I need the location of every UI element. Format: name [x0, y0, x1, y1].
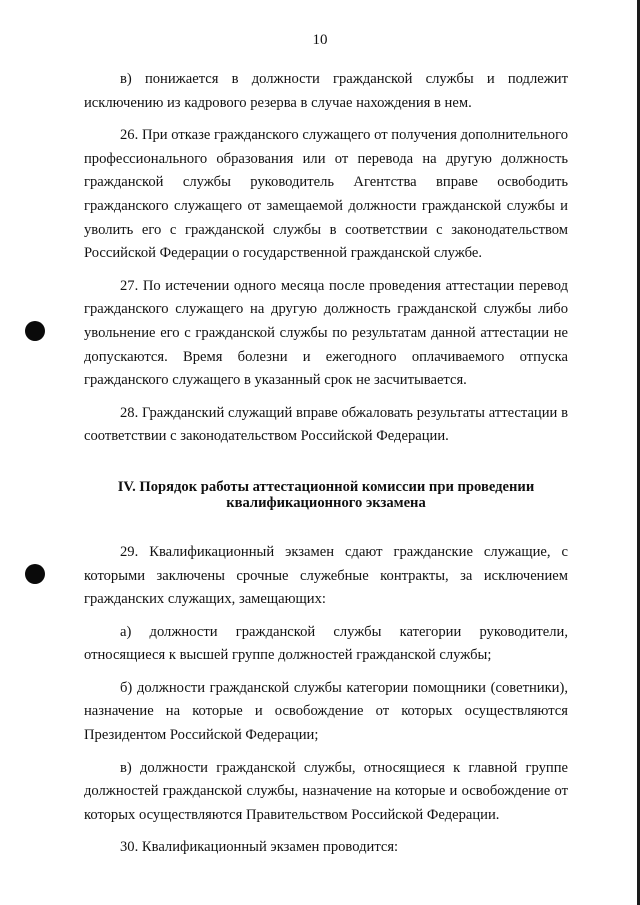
section-heading-line-2: квалификационного экзамена [226, 494, 426, 511]
paragraph-29: 29. Квалификационный экзамен сдают гражданские служащие, с которыми заключены срочные служебные контракты, за исключением гражданских служащих, замещающих: [84, 543, 568, 608]
paragraph-29b: б) должности гражданской службы категории помощники (советники), назначение на которые и освобождение от которых осуществляются Президентом Российской Федерации; [84, 679, 568, 744]
section-heading-line-1: IV. Порядок работы аттестационной комиссии при проведении [117, 478, 535, 495]
paragraph-30: 30. Квалификационный экзамен проводится: [120, 839, 399, 856]
section-heading [84, 479, 568, 511]
paragraph-29a: а) должности гражданской службы категории руководители, относящиеся к высшей группе должностей гражданской службы; [84, 623, 568, 664]
paragraph-27: 27. По истечении одного месяца после проведения аттестации перевод гражданского служащего на другую должность гражданской службы либо увольнение его с гражданской службы по результатам данной аттестации не допускаются. Время болезни и ежегодного оплачиваемого отпуска гражданского служащего в указанный срок не засчитывается. [84, 277, 568, 389]
paragraph-28: 28. Гражданский служащий вправе обжаловать результаты аттестации в соответствии с законодательством Российской Федерации. [84, 404, 568, 445]
punch-hole [25, 564, 45, 584]
paragraph-29c: в) должности гражданской службы, относящиеся к главной группе должностей гражданской службы, назначение на которые и освобождение от которых осуществляются Правительством Российской Федерации. [84, 759, 568, 823]
paragraph-v-lower: в) понижается в должности гражданской службы и подлежит исключению из кадрового резерва в случае нахождения в нем. [84, 71, 568, 111]
punch-hole [25, 321, 45, 341]
paragraph-26: 26. При отказе гражданского служащего от получения дополнительного профессионального образования или от перевода на другую должность гражданской службы руководитель Агентства вправе освободить гражданского служащего от замещаемой должности гражданской службы и уволить его с гражданской службы в соответствии с законодательством Российской Федерации о государственной гражданской службе. [84, 127, 568, 262]
document-body [84, 68, 568, 860]
page-number: 10 [312, 32, 328, 48]
